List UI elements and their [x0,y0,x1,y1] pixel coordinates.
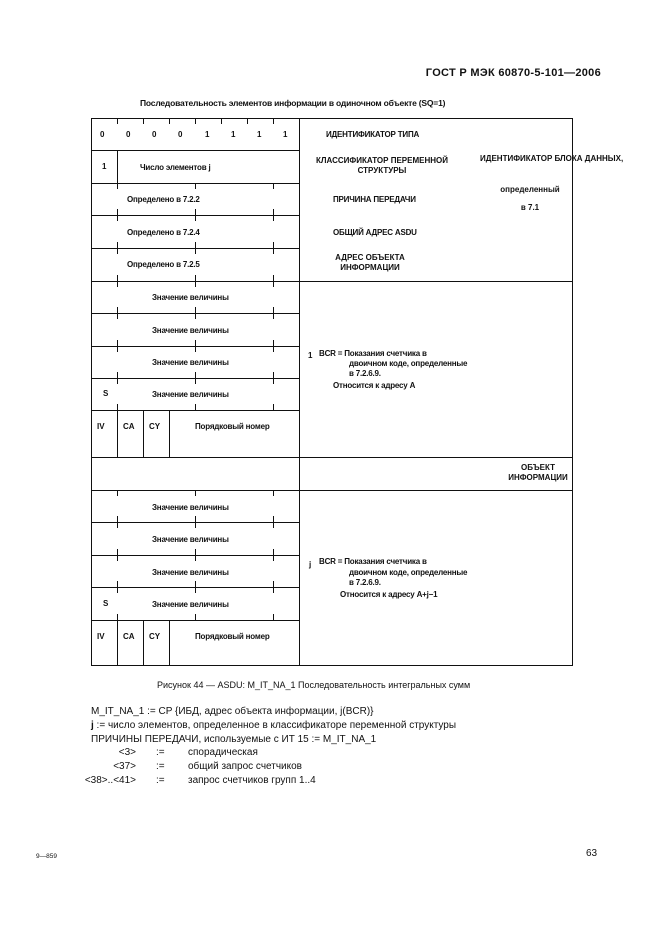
bit-tick [273,404,274,410]
bit-tick [195,215,196,221]
iv-flag: IV [97,632,105,641]
bit-tick [117,555,118,561]
sign-bit: S [103,599,109,608]
cell-divider [143,410,144,457]
document-header: ГОСТ Р МЭК 60870-5-101—2006 [425,67,601,79]
bit-tick [117,183,118,189]
bit-tick [169,118,170,124]
cy-flag: CY [149,632,161,641]
cause-code: <38>..<41> [84,775,136,786]
value-label: Значение величины [152,503,229,512]
iv-flag: IV [97,422,105,431]
row-divider [91,281,573,282]
bit-value: 1 [231,130,236,139]
bcr-line: Относится к адресу А [333,381,416,390]
bit-value: 0 [152,130,157,139]
ca-flag: CA [123,632,135,641]
bit-tick [195,346,196,352]
bit-tick [117,614,118,620]
bit-value: 1 [257,130,262,139]
bit-value: 1 [205,130,210,139]
definition-line: j := число элементов, определенное в классификаторе переменной структуры [91,720,457,731]
cell-divider [117,150,118,183]
cause-code: <37> [113,761,136,772]
definition-line: ПРИЧИНЫ ПЕРЕДАЧИ, используемые с ИТ 15 := M_IT_NA_1 [91,734,377,745]
cause-op: := [156,747,165,758]
bit-tick [195,587,196,593]
bit-tick [273,587,274,593]
cause-desc: общий запрос счетчиков [188,761,302,772]
bcr-line: в 7.2.6.9. [349,578,381,587]
table-caption: Последовательность элементов информации в одиночном объекте (SQ=1) [140,98,446,108]
row-divider [91,150,299,151]
bit-tick [195,522,196,528]
defined-724: Определено в 7.2.4 [127,228,200,237]
cell-divider [169,620,170,666]
bit-tick [221,118,222,124]
bit-tick [273,614,274,620]
cell-divider [143,620,144,666]
bit-tick [117,404,118,410]
type-id-label: ИДЕНТИФИКАТОР ТИПА [326,130,420,139]
row-divider [91,620,299,621]
bit-tick [117,313,118,319]
bit-tick [117,281,118,287]
value-label: Значение величины [152,358,229,367]
row-divider [91,410,299,411]
bit-tick [273,215,274,221]
row-divider [91,457,573,458]
cause-label: ПРИЧИНА ПЕРЕДАЧИ [333,195,416,204]
bit-value: 0 [126,130,131,139]
bit-tick [273,522,274,528]
bit-tick [273,555,274,561]
common-addr-label: ОБЩИЙ АДРЕС ASDU [333,228,417,237]
value-label: Значение величины [152,293,229,302]
bcr-line: Относится к адресу А+j−1 [340,590,438,599]
bit-value: 0 [178,130,183,139]
bit-tick [273,313,274,319]
bcr-index: j [309,560,312,569]
bcr-index: 1 [308,351,313,360]
bit-tick [273,378,274,384]
bit-tick [273,183,274,189]
definition-line: M_IT_NA_1 := CP {ИБД, адрес объекта информации, j(BCR)} [91,706,374,717]
bit-tick [117,378,118,384]
bit-tick [273,281,274,287]
row-divider [91,490,573,491]
bcr-line: BCR = Показания счетчика в [319,557,427,566]
j-symbol: j [91,720,94,731]
cause-op: := [156,775,165,786]
cell-divider [117,410,118,457]
bit-tick [195,378,196,384]
bit-tick [117,118,118,124]
data-unit-id-label: ИДЕНТИФИКАТОР БЛОКА ДАННЫХ, [480,154,624,163]
cause-op: := [156,761,165,772]
bcr-line: в 7.2.6.9. [349,369,381,378]
cause-desc: спорадическая [188,747,258,758]
bit-value: 1 [283,130,288,139]
bit-tick [143,118,144,124]
count-bit: 1 [102,162,107,171]
defined-722: Определено в 7.2.2 [127,195,200,204]
bit-tick [195,183,196,189]
defined-725: Определено в 7.2.5 [127,260,200,269]
value-label: Значение величины [152,568,229,577]
value-label: Значение величины [152,326,229,335]
cell-divider [169,410,170,457]
data-unit-def-label: определенный [500,185,560,194]
info-object-label: ОБЪЕКТ ИНФОРМАЦИИ [508,463,568,482]
bit-tick [273,118,274,124]
bit-tick [195,404,196,410]
value-label: Значение величины [152,600,229,609]
var-struct-label: КЛАССИФИКАТОР ПЕРЕМЕННОЙ СТРУКТУРЫ [316,156,448,175]
value-label: Значение величины [152,535,229,544]
value-label: Значение величины [152,390,229,399]
bit-tick [195,281,196,287]
bit-tick [195,614,196,620]
bcr-line: двоичном коде, определенные [349,359,468,368]
column-divider [299,118,300,666]
bit-tick [195,248,196,254]
data-unit-ref-label: в 7.1 [520,203,540,212]
bcr-line: BCR = Показания счетчика в [319,349,427,358]
bit-tick [117,215,118,221]
bit-tick [195,118,196,124]
ca-flag: CA [123,422,135,431]
bit-tick [117,346,118,352]
obj-addr-label: АДРЕС ОБЪЕКТА ИНФОРМАЦИИ [335,253,405,272]
bit-tick [273,346,274,352]
bit-tick [273,248,274,254]
bit-tick [273,490,274,496]
sequence-number: Порядковый номер [195,632,270,641]
figure-caption: Рисунок 44 — ASDU: M_IT_NA_1 Последовательность интегральных сумм [157,680,471,690]
bcr-line: двоичном коде, определенные [349,568,468,577]
bit-tick [195,555,196,561]
bit-tick [117,522,118,528]
bit-tick [117,248,118,254]
sign-bit: S [103,389,109,398]
bit-tick [117,587,118,593]
footer-signature: 9—859 [36,853,57,860]
bit-tick [247,118,248,124]
bit-value: 0 [100,130,105,139]
cause-desc: запрос счетчиков групп 1..4 [188,775,316,786]
cy-flag: CY [149,422,161,431]
page-number: 63 [586,848,598,859]
bit-tick [195,490,196,496]
cause-code: <3> [118,747,136,758]
cell-divider [117,620,118,666]
sequence-number: Порядковый номер [195,422,270,431]
bit-tick [195,313,196,319]
count-label: Число элементов j [140,163,211,172]
bit-tick [117,490,118,496]
